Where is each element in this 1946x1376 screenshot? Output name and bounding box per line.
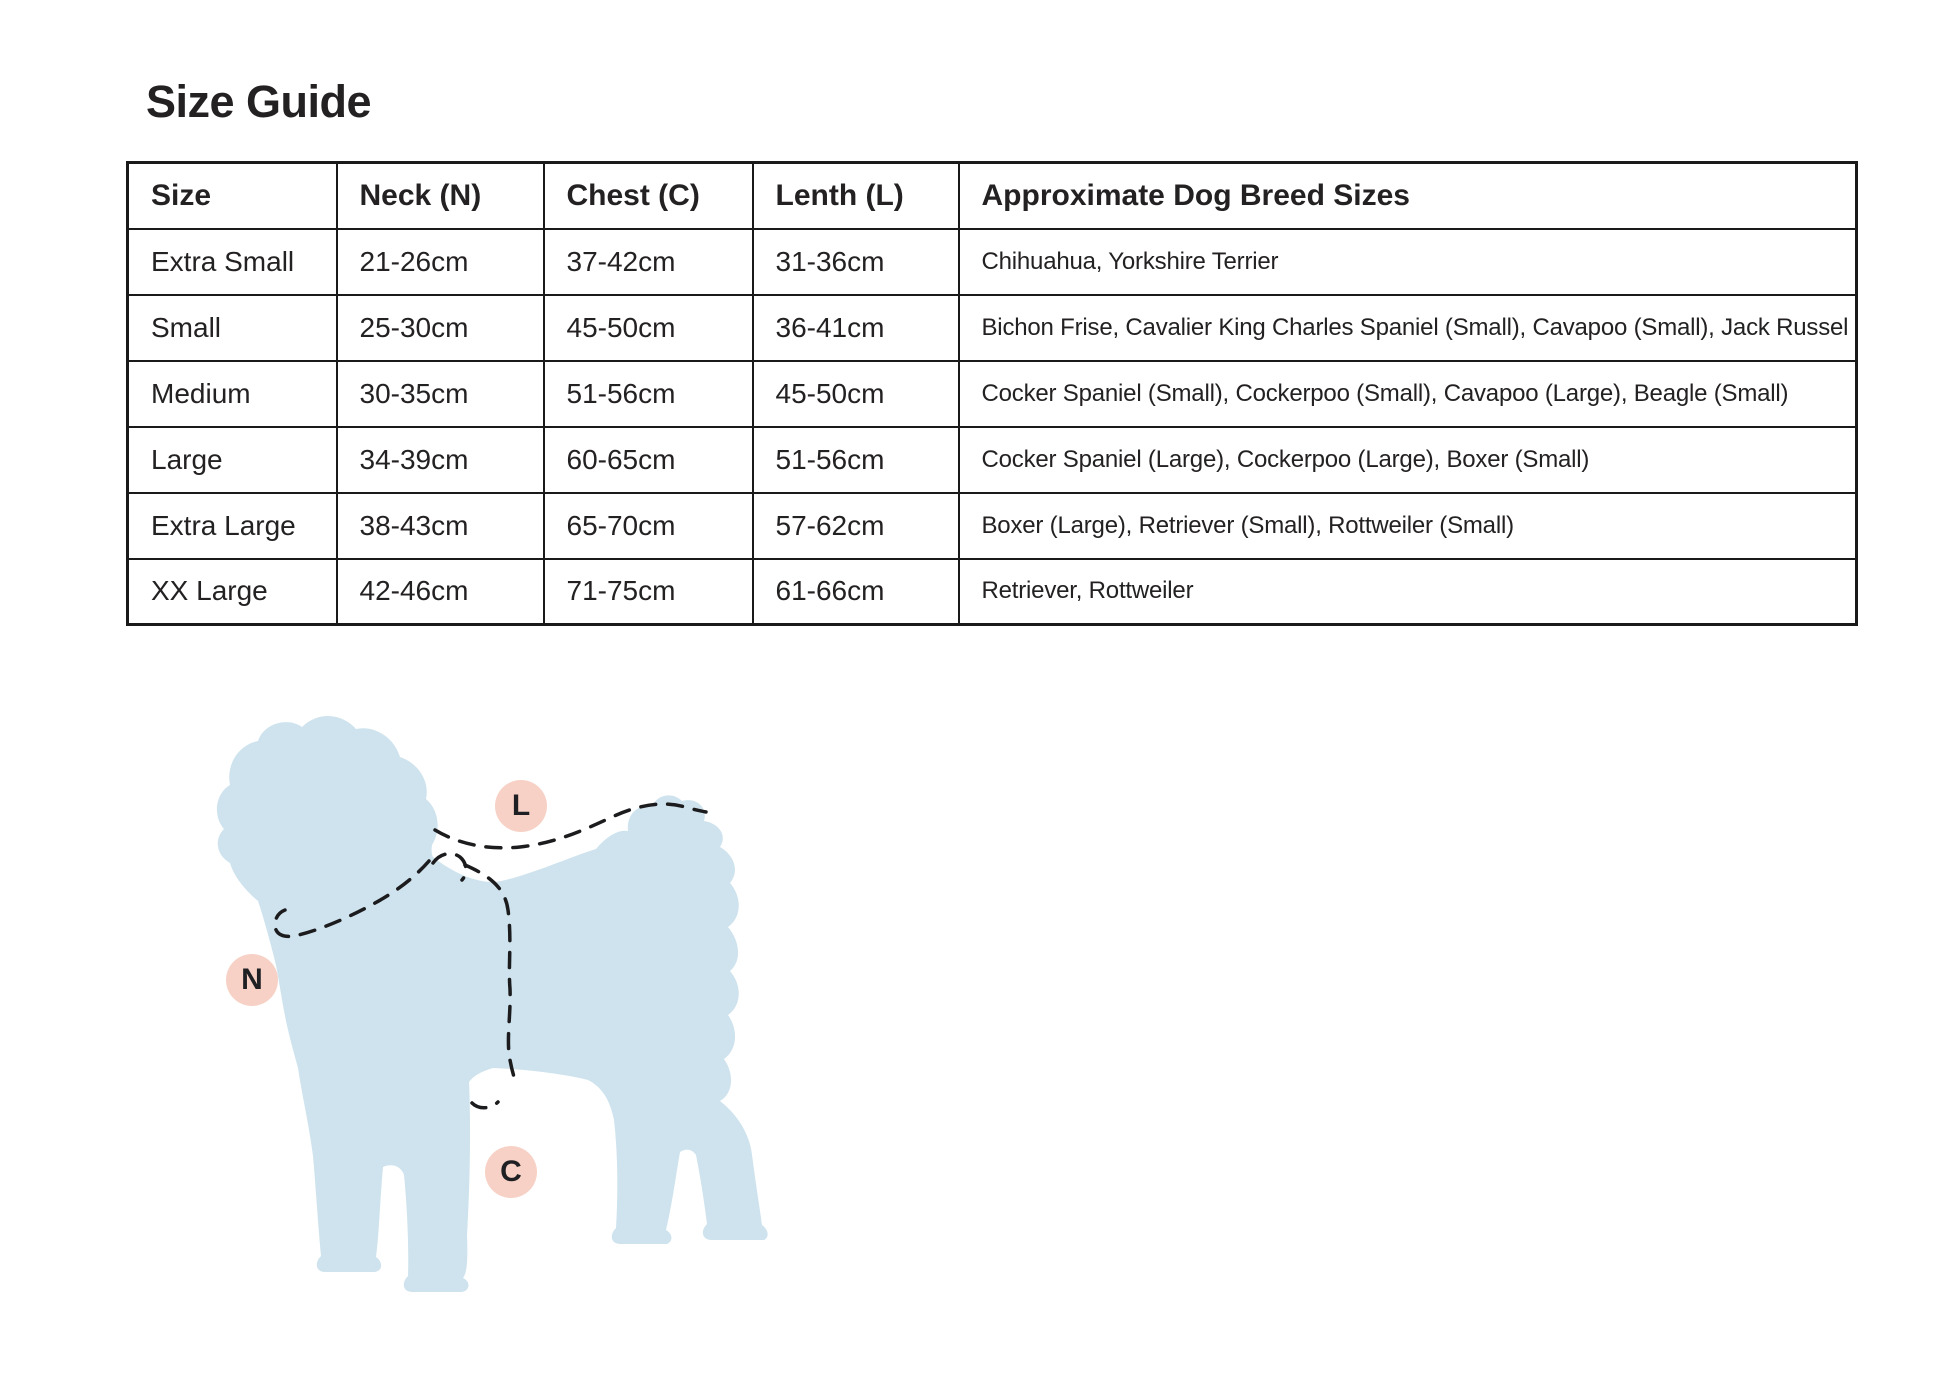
neck-marker-label: N xyxy=(241,963,263,996)
table-header-row xyxy=(128,163,1857,229)
table-row xyxy=(128,295,1857,361)
neck-cell: 21-26cm xyxy=(337,229,544,295)
column-header-length: Lenth (L) xyxy=(753,163,959,229)
chest-marker xyxy=(485,1146,537,1198)
table-row xyxy=(128,493,1857,559)
size-cell: Large xyxy=(128,427,337,493)
breeds-cell: Bichon Frise, Cavalier King Charles Spaniel (Small), Cavapoo (Small), Jack Russel xyxy=(959,295,1857,361)
neck-cell: 34-39cm xyxy=(337,427,544,493)
chest-cell: 51-56cm xyxy=(544,361,753,427)
breeds-cell: Boxer (Large), Retriever (Small), Rottweiler (Small) xyxy=(959,493,1857,559)
dog-size-diagram xyxy=(190,705,790,1305)
chest-cell: 37-42cm xyxy=(544,229,753,295)
chest-marker-label: C xyxy=(500,1155,522,1188)
neck-cell: 30-35cm xyxy=(337,361,544,427)
dog-silhouette xyxy=(217,716,768,1292)
breeds-cell: Retriever, Rottweiler xyxy=(959,559,1857,625)
length-cell: 51-56cm xyxy=(753,427,959,493)
length-marker xyxy=(495,780,547,832)
column-header-neck: Neck (N) xyxy=(337,163,544,229)
table-row xyxy=(128,229,1857,295)
length-cell: 61-66cm xyxy=(753,559,959,625)
breeds-cell: Chihuahua, Yorkshire Terrier xyxy=(959,229,1857,295)
length-cell: 45-50cm xyxy=(753,361,959,427)
breeds-cell: Cocker Spaniel (Small), Cockerpoo (Small), Cavapoo (Large), Beagle (Small) xyxy=(959,361,1857,427)
chest-cell: 60-65cm xyxy=(544,427,753,493)
length-cell: 57-62cm xyxy=(753,493,959,559)
table-row xyxy=(128,427,1857,493)
dog-illustration xyxy=(190,705,790,1305)
breeds-cell: Cocker Spaniel (Large), Cockerpoo (Large), Boxer (Small) xyxy=(959,427,1857,493)
table-row xyxy=(128,559,1857,625)
size-cell: Extra Large xyxy=(128,493,337,559)
size-cell: Medium xyxy=(128,361,337,427)
column-header-breeds: Approximate Dog Breed Sizes xyxy=(959,163,1857,229)
length-cell: 31-36cm xyxy=(753,229,959,295)
length-cell: 36-41cm xyxy=(753,295,959,361)
size-cell: XX Large xyxy=(128,559,337,625)
chest-cell: 65-70cm xyxy=(544,493,753,559)
neck-cell: 25-30cm xyxy=(337,295,544,361)
page-title: Size Guide xyxy=(146,76,372,127)
size-cell: Small xyxy=(128,295,337,361)
chest-measure-hook xyxy=(472,1102,498,1108)
chest-cell: 71-75cm xyxy=(544,559,753,625)
neck-marker xyxy=(226,954,278,1006)
neck-cell: 38-43cm xyxy=(337,493,544,559)
size-table xyxy=(126,161,1858,626)
neck-cell: 42-46cm xyxy=(337,559,544,625)
size-cell: Extra Small xyxy=(128,229,337,295)
table-row xyxy=(128,361,1857,427)
column-header-chest: Chest (C) xyxy=(544,163,753,229)
column-header-size: Size xyxy=(128,163,337,229)
length-marker-label: L xyxy=(511,789,531,822)
chest-cell: 45-50cm xyxy=(544,295,753,361)
